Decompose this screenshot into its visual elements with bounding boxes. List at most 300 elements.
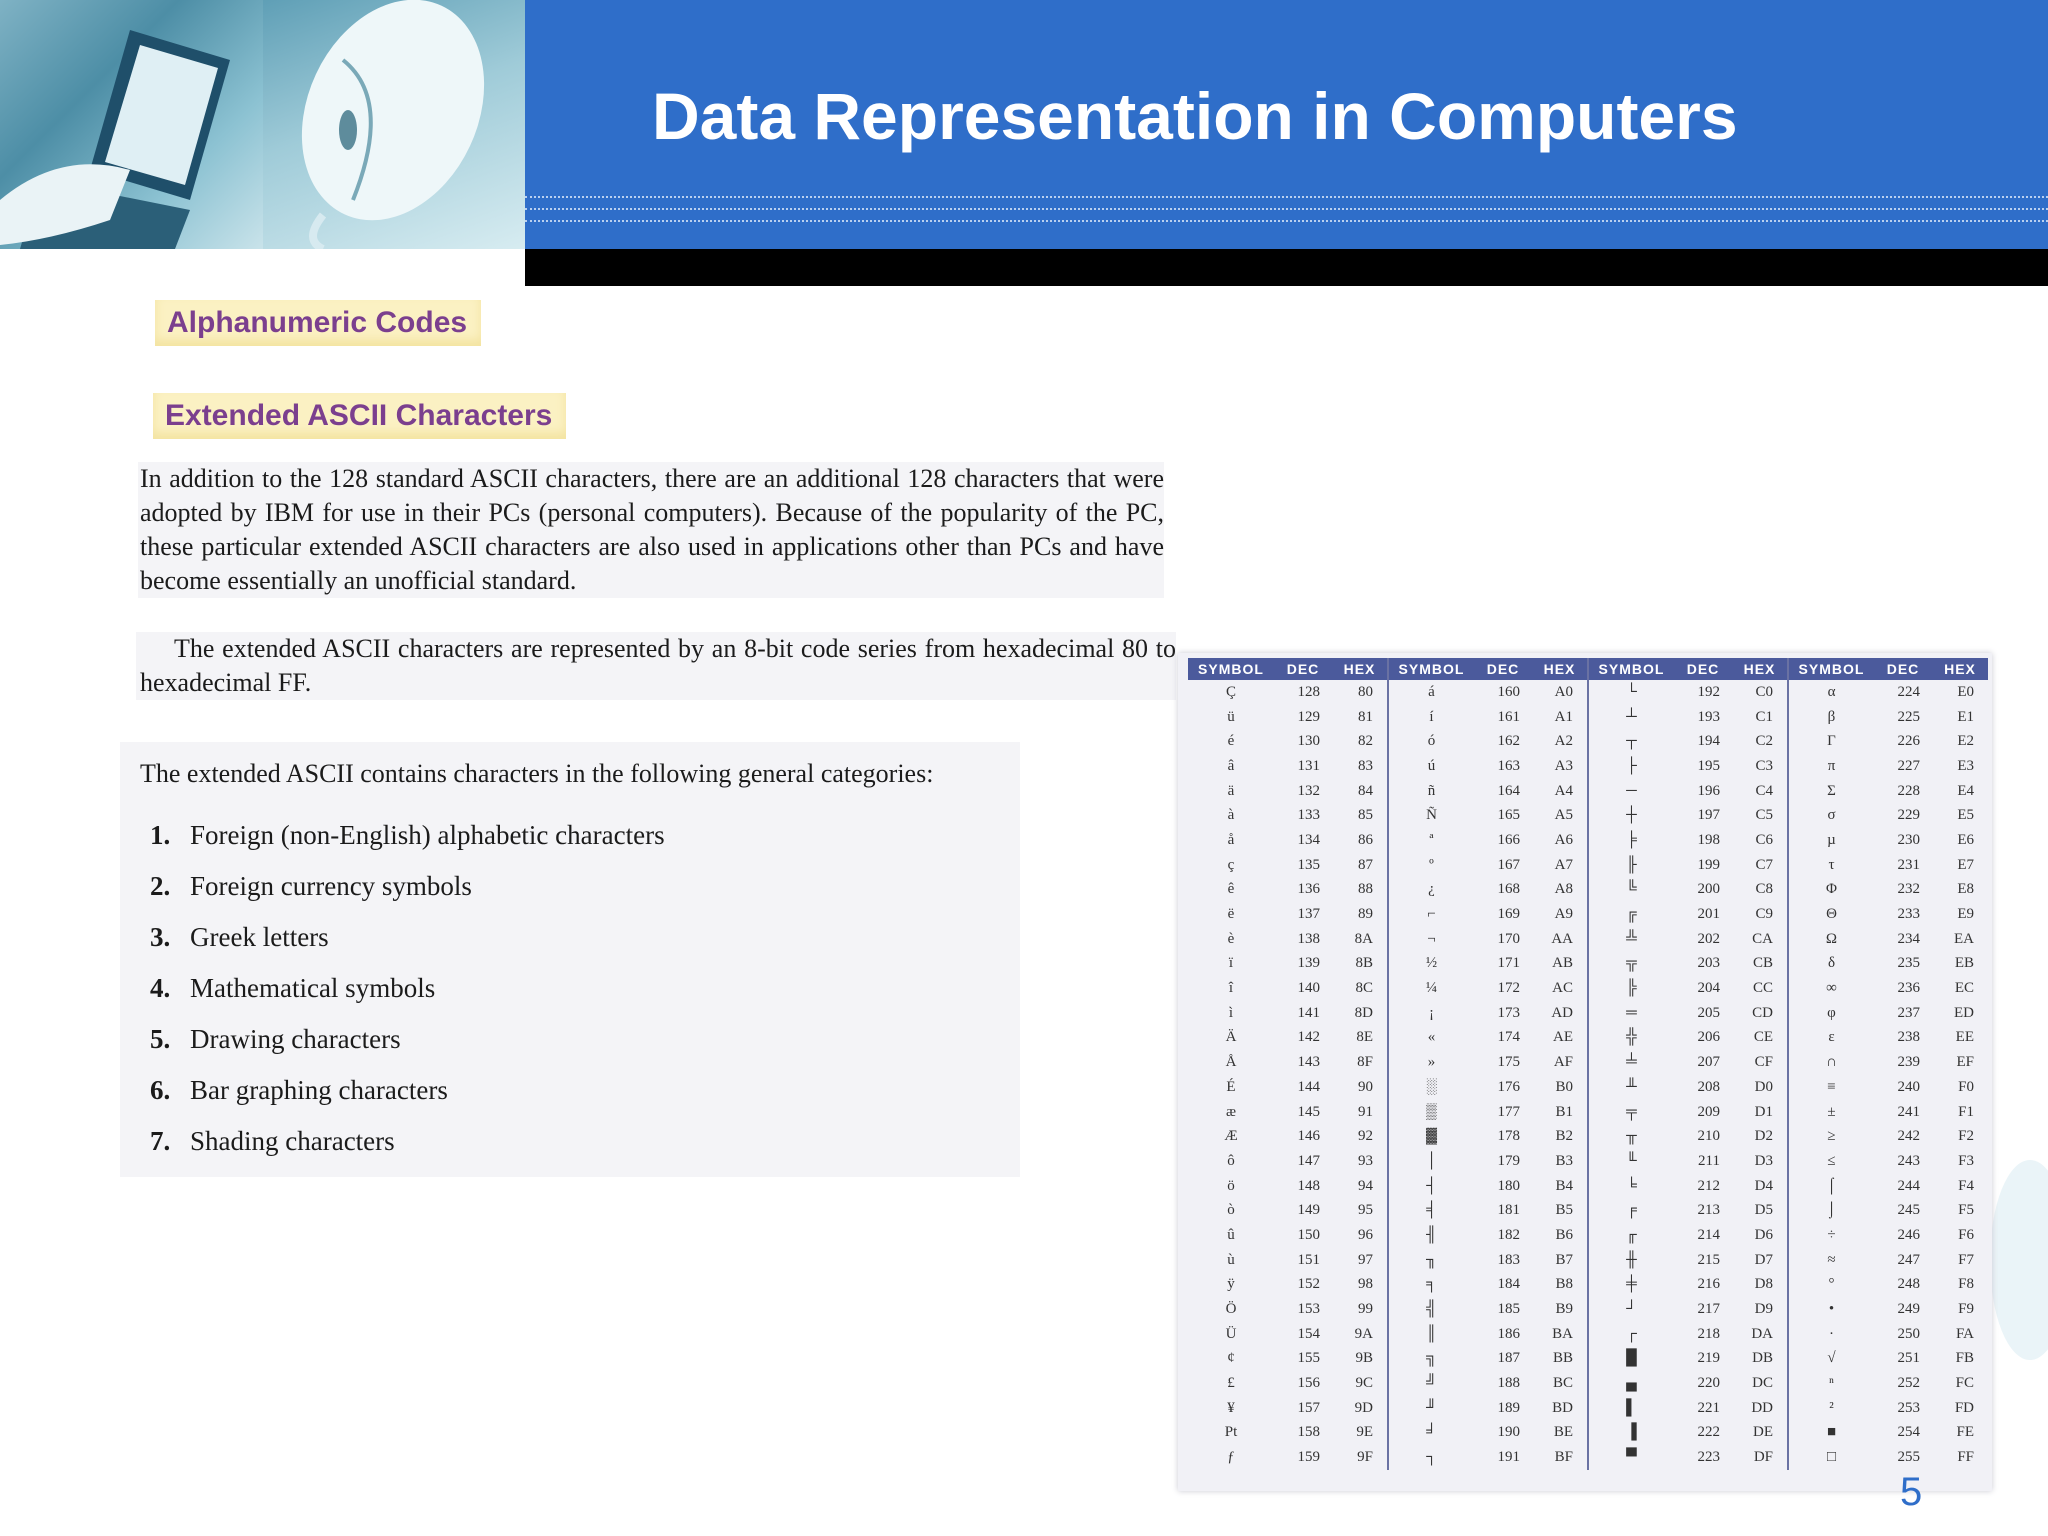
symbol-cell: ╠ [1626,980,1637,997]
dec-cell: 144 [1297,1078,1320,1095]
symbol-cell: ⌡ [1826,1202,1837,1219]
symbol-cell: ± [1827,1103,1836,1120]
hex-cell: 90 [1332,1075,1388,1100]
dec-cell: 210 [1697,1128,1720,1145]
dec-cell: 197 [1697,807,1720,824]
dec-cell: 221 [1697,1399,1720,1416]
hex-cell: 91 [1332,1100,1388,1125]
hex-cell: E6 [1957,831,1974,848]
hex-cell: 9E [1332,1421,1388,1446]
hex-cell: 8C [1332,976,1388,1001]
symbol-cell: ╞ [1626,831,1637,848]
table-row [1188,1396,1988,1421]
table-row [1188,1371,1988,1396]
symbol-cell: ε [1828,1029,1835,1046]
dec-cell: 249 [1897,1301,1920,1318]
dec-cell: 202 [1697,930,1720,947]
symbol-cell: à [1227,807,1235,824]
dec-cell: 243 [1897,1152,1920,1169]
symbol-cell: å [1227,831,1235,848]
dec-cell: 171 [1497,955,1520,972]
hex-cell: 85 [1332,803,1388,828]
symbol-cell: ¿ [1428,881,1435,898]
hex-cell: 88 [1332,878,1388,903]
hex-cell: C3 [1732,754,1788,779]
symbol-cell: Ä [1225,1029,1237,1046]
hex-cell: B5 [1532,1198,1588,1223]
dec-cell: 139 [1297,955,1320,972]
hex-cell: 84 [1332,779,1388,804]
hex-cell: BE [1532,1421,1588,1446]
dec-cell: 163 [1497,757,1520,774]
dec-cell: 191 [1497,1449,1520,1466]
hex-cell: BC [1532,1371,1588,1396]
symbol-cell: ∞ [1826,980,1837,997]
hex-cell: 8B [1332,952,1388,977]
hex-cell: 9D [1332,1396,1388,1421]
hex-cell: C2 [1732,729,1788,754]
hex-cell: EB [1954,955,1974,972]
dec-cell: 131 [1297,757,1320,774]
hex-cell: E5 [1957,807,1974,824]
hex-cell: 94 [1332,1174,1388,1199]
dec-cell: 239 [1897,1054,1920,1071]
symbol-cell: β [1827,708,1836,725]
symbol-cell: □ [1826,1449,1837,1466]
symbol-cell: ╙ [1626,1152,1637,1169]
symbol-cell: ▒ [1426,1103,1437,1120]
hex-cell: E1 [1957,708,1974,725]
dec-cell: 178 [1497,1128,1520,1145]
symbol-cell: ò [1227,1202,1235,1219]
symbol-cell: ═ [1626,1004,1637,1021]
dec-cell: 159 [1297,1449,1320,1466]
extended-ascii-table-panel [1178,653,1992,1491]
hex-cell: A7 [1532,853,1588,878]
symbol-cell: ¬ [1427,930,1436,947]
symbol-cell: ┼ [1626,807,1637,824]
table-row [1188,1149,1988,1174]
column-header-symbol: SYMBOL [1788,658,1874,680]
hex-cell: AC [1532,976,1588,1001]
hex-cell: FD [1954,1399,1974,1416]
symbol-cell: ▄ [1626,1375,1637,1392]
dec-cell: 167 [1497,856,1520,873]
symbol-cell: • [1828,1301,1835,1318]
symbol-cell: ╗ [1426,1350,1437,1367]
symbol-cell: ù [1227,1251,1235,1268]
symbol-cell: ░ [1426,1078,1437,1095]
list-item: 4. Mathematical symbols [150,973,436,1003]
hex-cell: A0 [1532,680,1588,705]
hex-cell: 97 [1332,1248,1388,1273]
symbol-cell: ▀ [1626,1449,1637,1466]
hex-cell: 92 [1332,1124,1388,1149]
dec-cell: 149 [1297,1202,1320,1219]
symbol-cell: ¥ [1227,1399,1235,1416]
dec-cell: 132 [1297,782,1320,799]
dec-cell: 253 [1897,1399,1920,1416]
hex-cell: E8 [1957,881,1974,898]
dec-cell: 176 [1497,1078,1520,1095]
dec-cell: 138 [1297,930,1320,947]
hex-cell: A8 [1532,878,1588,903]
table-row [1188,1421,1988,1446]
dec-cell: 248 [1897,1276,1920,1293]
dec-cell: 198 [1697,831,1720,848]
dec-cell: 154 [1297,1325,1320,1342]
hex-cell: D3 [1732,1149,1788,1174]
dec-cell: 188 [1497,1375,1520,1392]
dec-cell: 213 [1697,1202,1720,1219]
symbol-cell: ├ [1626,757,1637,774]
column-header-dec: DEC [1674,658,1732,680]
header-black-band [525,249,2048,286]
symbol-cell: « [1427,1029,1436,1046]
table-row [1188,1445,1988,1470]
table-row [1188,1001,1988,1026]
symbol-cell: ╢ [1426,1226,1437,1243]
table-row [1188,902,1988,927]
dec-cell: 164 [1497,782,1520,799]
hex-cell: B8 [1532,1273,1588,1298]
dec-cell: 232 [1897,881,1920,898]
hex-cell: DE [1732,1421,1788,1446]
hex-cell: 8D [1332,1001,1388,1026]
symbol-cell: ┴ [1626,708,1637,725]
dec-cell: 172 [1497,980,1520,997]
table-row [1188,1198,1988,1223]
table-row [1188,853,1988,878]
laptop-illustration [0,0,263,249]
table-row [1188,1297,1988,1322]
dec-cell: 238 [1897,1029,1920,1046]
dec-cell: 206 [1697,1029,1720,1046]
hex-cell: C6 [1732,828,1788,853]
symbol-cell: █ [1626,1350,1637,1367]
hex-cell: B7 [1532,1248,1588,1273]
dec-cell: 244 [1897,1177,1920,1194]
table-row [1188,1124,1988,1149]
dec-cell: 195 [1697,757,1720,774]
symbol-cell: ╣ [1426,1301,1437,1318]
symbol-cell: ê [1227,881,1235,898]
dec-cell: 142 [1297,1029,1320,1046]
dec-cell: 227 [1897,757,1920,774]
column-header-dec: DEC [1874,658,1932,680]
symbol-cell: α [1827,683,1836,700]
symbol-cell: φ [1827,1004,1836,1021]
dec-cell: 214 [1697,1226,1720,1243]
header-photo-laptop [0,0,263,249]
dec-cell: 255 [1897,1449,1920,1466]
symbol-cell: ┤ [1426,1177,1437,1194]
column-header-hex: HEX [1332,658,1388,680]
hex-cell: D6 [1732,1223,1788,1248]
dec-cell: 150 [1297,1226,1320,1243]
symbol-cell: ┐ [1426,1449,1437,1466]
column-header-symbol: SYMBOL [1188,658,1274,680]
hex-cell: E3 [1957,757,1974,774]
dec-cell: 246 [1897,1226,1920,1243]
symbol-cell: â [1227,757,1235,774]
symbol-cell: ╔ [1626,906,1637,923]
dec-cell: 173 [1497,1004,1520,1021]
hex-cell: FE [1956,1424,1974,1441]
hex-cell: A3 [1532,754,1588,779]
hex-cell: A2 [1532,729,1588,754]
hex-cell: 81 [1332,705,1388,730]
symbol-cell: ─ [1626,782,1637,799]
dec-cell: 156 [1297,1375,1320,1392]
hex-cell: FA [1955,1325,1974,1342]
dec-cell: 242 [1897,1128,1920,1145]
dec-cell: 155 [1297,1350,1320,1367]
symbol-cell: ╒ [1626,1202,1637,1219]
dec-cell: 220 [1697,1375,1720,1392]
hex-cell: 98 [1332,1273,1388,1298]
dec-cell: 250 [1897,1325,1920,1342]
dec-cell: 158 [1297,1424,1320,1441]
dec-cell: 183 [1497,1251,1520,1268]
dec-cell: 181 [1497,1202,1520,1219]
symbol-cell: ¼ [1425,980,1438,997]
dec-cell: 136 [1297,881,1320,898]
hex-cell: B1 [1532,1100,1588,1125]
dec-cell: 240 [1897,1078,1920,1095]
dec-cell: 205 [1697,1004,1720,1021]
symbol-cell: ≈ [1827,1251,1836,1268]
symbol-cell: ╕ [1426,1276,1437,1293]
hex-cell: E9 [1957,906,1974,923]
hex-cell: A5 [1532,803,1588,828]
extended-ascii-table [1188,658,1988,1470]
dec-cell: 165 [1497,807,1520,824]
table-row [1188,680,1988,705]
hex-cell: C5 [1732,803,1788,828]
symbol-cell: Ç [1225,683,1236,700]
dec-cell: 148 [1297,1177,1320,1194]
hex-cell: BD [1532,1396,1588,1421]
symbol-cell: º [1429,856,1434,873]
hex-cell: F2 [1958,1128,1974,1145]
table-row [1188,1100,1988,1125]
dec-cell: 180 [1497,1177,1520,1194]
dec-cell: 251 [1897,1350,1920,1367]
hex-cell: 89 [1332,902,1388,927]
dec-cell: 201 [1697,906,1720,923]
column-header-dec: DEC [1274,658,1332,680]
table-row [1188,1273,1988,1298]
dec-cell: 161 [1497,708,1520,725]
categories-intro: The extended ASCII contains characters in the following general categories: [140,759,934,788]
dec-cell: 187 [1497,1350,1520,1367]
symbol-cell: Æ [1224,1128,1238,1145]
intro-paragraph: In addition to the 128 standard ASCII characters, there are an additional 128 characters that were adopted by IBM for use in their PCs (personal computers). Because of the popularity of the PC, these particular extended ASCII characters are also used in applications other than PCs and have become essentially an unofficial standard. [138,462,1164,598]
symbol-cell: ú [1427,757,1436,774]
table-row [1188,779,1988,804]
hex-cell: 87 [1332,853,1388,878]
symbol-cell: ╦ [1626,955,1637,972]
header-divider [525,220,2048,222]
dec-cell: 168 [1497,881,1520,898]
hex-cell: 8F [1332,1050,1388,1075]
dec-cell: 128 [1297,683,1320,700]
hex-cell: E2 [1957,733,1974,750]
dec-cell: 146 [1297,1128,1320,1145]
symbol-cell: æ [1225,1103,1236,1120]
symbol-cell: ≤ [1827,1152,1836,1169]
symbol-cell: ▌ [1626,1399,1637,1416]
dec-cell: 199 [1697,856,1720,873]
symbol-cell: Σ [1827,782,1836,799]
symbol-cell: τ [1828,856,1835,873]
dec-cell: 143 [1297,1054,1320,1071]
symbol-cell: └ [1626,683,1637,700]
symbol-cell: ç [1227,856,1235,873]
symbol-cell: Ñ [1426,807,1437,824]
hex-cell: F6 [1958,1226,1974,1243]
hex-cell: C1 [1732,705,1788,730]
dec-cell: 179 [1497,1152,1520,1169]
hex-cell: CB [1732,952,1788,977]
hex-cell: AD [1532,1001,1588,1026]
symbol-cell: ≥ [1827,1128,1836,1145]
hex-cell: B4 [1532,1174,1588,1199]
hex-cell: DF [1732,1445,1788,1470]
table-row [1188,1026,1988,1051]
hex-cell: 82 [1332,729,1388,754]
hex-cell: 8E [1332,1026,1388,1051]
symbol-cell: ½ [1425,955,1438,972]
symbol-cell: ÿ [1227,1276,1235,1293]
symbol-cell: É [1226,1078,1236,1095]
table-row [1188,1050,1988,1075]
hex-cell: CA [1732,927,1788,952]
hex-cell: E0 [1957,683,1974,700]
dec-cell: 194 [1697,733,1720,750]
hex-cell: D4 [1732,1174,1788,1199]
dec-cell: 189 [1497,1399,1520,1416]
header-divider [525,196,2048,198]
dec-cell: 135 [1297,856,1320,873]
dec-cell: 254 [1897,1424,1920,1441]
hex-cell: F1 [1958,1103,1974,1120]
hex-cell: D0 [1732,1075,1788,1100]
dec-cell: 185 [1497,1301,1520,1318]
dec-cell: 169 [1497,906,1520,923]
symbol-cell: ² [1829,1399,1834,1416]
dec-cell: 216 [1697,1276,1720,1293]
hex-cell: CC [1732,976,1788,1001]
symbol-cell: ║ [1426,1325,1437,1342]
dec-cell: 141 [1297,1004,1320,1021]
dec-cell: 153 [1297,1301,1320,1318]
hex-cell: BF [1532,1445,1588,1470]
symbol-cell: σ [1827,807,1836,824]
symbol-cell: û [1227,1226,1235,1243]
hex-cell: DA [1732,1322,1788,1347]
list-item: 5. Drawing characters [150,1024,401,1054]
table-row [1188,952,1988,977]
dec-cell: 137 [1297,906,1320,923]
table-row [1188,1347,1988,1372]
dec-cell: 208 [1697,1078,1720,1095]
table-row [1188,976,1988,1001]
hex-cell: 93 [1332,1149,1388,1174]
symbol-cell: Ü [1225,1325,1237,1342]
dec-cell: 147 [1297,1152,1320,1169]
dec-cell: 134 [1297,831,1320,848]
mouse-illustration [263,0,525,249]
symbol-cell: ╝ [1426,1375,1437,1392]
symbol-cell: · [1829,1325,1834,1342]
dec-cell: 196 [1697,782,1720,799]
dec-cell: 218 [1697,1325,1720,1342]
symbol-cell: ñ [1427,782,1436,799]
dec-cell: 217 [1697,1301,1720,1318]
hex-cell: 9C [1332,1371,1388,1396]
hex-cell: D9 [1732,1297,1788,1322]
symbol-cell: ⁿ [1829,1375,1834,1392]
hex-cell: FC [1955,1375,1974,1392]
hex-cell: D2 [1732,1124,1788,1149]
hex-cell: 95 [1332,1198,1388,1223]
hex-cell: E7 [1957,856,1974,873]
dec-cell: 203 [1697,955,1720,972]
hex-cell: E4 [1957,782,1974,799]
hex-cell: F8 [1958,1276,1974,1293]
dec-cell: 225 [1897,708,1920,725]
dec-cell: 186 [1497,1325,1520,1342]
dec-cell: 219 [1697,1350,1720,1367]
hex-cell: F0 [1958,1078,1974,1095]
dec-cell: 174 [1497,1029,1520,1046]
list-item: 3. Greek letters [150,922,329,952]
heading-alphanumeric: Alphanumeric Codes [155,300,481,346]
dec-cell: 209 [1697,1103,1720,1120]
table-row [1188,705,1988,730]
symbol-cell: ╓ [1626,1226,1637,1243]
symbol-cell: ╪ [1626,1276,1637,1293]
dec-cell: 222 [1697,1424,1720,1441]
hex-cell: DB [1732,1347,1788,1372]
hex-cell: B0 [1532,1075,1588,1100]
hex-cell: B9 [1532,1297,1588,1322]
symbol-cell: ∩ [1826,1054,1837,1071]
dec-cell: 228 [1897,782,1920,799]
dec-cell: 192 [1697,683,1720,700]
symbol-cell: è [1227,930,1235,947]
symbol-cell: Ω [1825,930,1838,947]
symbol-cell: ╨ [1626,1078,1637,1095]
table-row [1188,1248,1988,1273]
dec-cell: 160 [1497,683,1520,700]
dec-cell: 140 [1297,980,1320,997]
symbol-cell: ª [1429,831,1434,848]
hex-cell: B6 [1532,1223,1588,1248]
hex-cell: 9F [1332,1445,1388,1470]
symbol-cell: ô [1227,1152,1235,1169]
symbol-cell: á [1428,683,1435,700]
symbol-cell: ╧ [1626,1054,1637,1071]
dec-cell: 133 [1297,807,1320,824]
column-header-symbol: SYMBOL [1588,658,1674,680]
table-row [1188,1075,1988,1100]
symbol-cell: » [1427,1054,1436,1071]
table-row [1188,1322,1988,1347]
hex-cell: FB [1955,1350,1974,1367]
